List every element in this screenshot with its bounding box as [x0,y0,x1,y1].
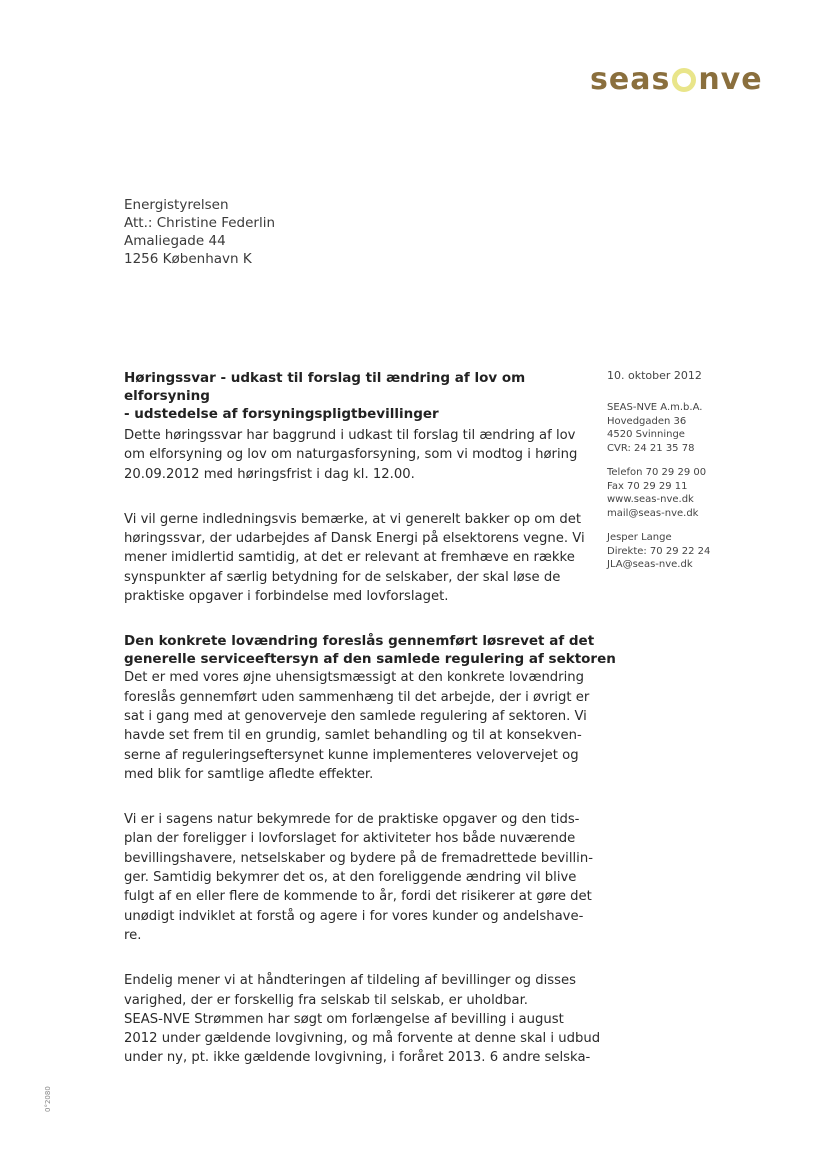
letter-date: 10. oktober 2012 [607,369,702,382]
subject-line: - udstedelse af forsyningspligtbevillinger [124,406,439,422]
text-line: 20.09.2012 med høringsfrist i dag kl. 12.00. [124,466,415,482]
text-line: sat i gang med at genoverveje den samlede regulering af sektoren. Vi [124,708,587,724]
contact-block [607,466,807,520]
text-line: bevillingshavere, netselskaber og bydere på de fremadrettede bevillin- [124,850,593,866]
person-email-link[interactable]: JLA@seas-nve.dk [607,559,693,570]
sidebar-line: CVR: 24 21 35 78 [607,442,695,454]
text-line: under ny, pt. ikke gældende lovgivning, i foråret 2013. 6 andre selska- [124,1050,591,1066]
text-line: Dette høringssvar har baggrund i udkast til forslag til ændring af lov [124,428,576,443]
sidebar-line: SEAS-NVE A.m.b.A. [607,402,703,413]
heading-line: generelle serviceeftersyn af den samlede regulering af sektoren [124,651,616,668]
text-line: serne af reguleringseftersynet kunne implementeres velovervejet og [124,747,579,763]
paragraph-concern [124,668,604,784]
text-line: høringssvar, der udarbejdes af Dansk Energi på elsektorens vegne. Vi [124,531,585,547]
text-line: om elforsyning og lov om naturgasforsyning, som vi modtog i høring [124,447,578,463]
letter-body [124,426,616,1094]
text-line: Endelig mener vi at håndteringen af tildeling af bevillinger og disses [124,973,577,989]
text-line: fulgt af en eller flere de kommende to år, fordi det risikerer at gøre det [124,889,592,905]
paragraph-intro [124,426,604,484]
logo-ring-icon [672,68,696,92]
sidebar-line: Fax 70 29 29 11 [607,480,688,492]
sender-sidebar [607,401,807,583]
recipient-line: 1256 København K [124,251,252,267]
text-line: mener imidlertid samtidig, at det er relevant at fremhæve en række [124,550,575,566]
section-heading [124,632,616,668]
text-line: Vi vil gerne indledningsvis bemærke, at vi generelt bakker op om det [124,511,582,527]
subject-line: Høringssvar - udkast til forslag til ændring af lov om elforsyning [124,370,526,404]
logo-text-right: nve [698,62,763,97]
email-link[interactable]: mail@seas-nve.dk [607,507,699,519]
text-line: havde set frem til en grundig, samlet behandling og til at konsekven- [124,728,582,744]
company-block [607,401,807,455]
recipient-line: Amaliegade 44 [124,233,226,249]
text-line: praktiske opgaver i forbindelse med lovforslaget. [124,589,449,605]
text-line: Vi er i sagens natur bekymrede for de praktiske opgaver og den tids- [124,812,580,828]
sidebar-line: Hovedgaden 36 [607,415,687,427]
text-line: med blik for samtlige afledte effekter. [124,766,374,782]
paragraph-support [124,510,604,606]
paragraph-timeline [124,810,604,945]
letter-subject [124,369,599,423]
recipient-line: Att.: Christine Federlin [124,215,276,231]
paragraph-licenses [124,971,604,1067]
recipient-address [124,196,275,268]
text-line: re. [124,927,142,943]
text-line: SEAS-NVE Strømmen har søgt om forlængelse af bevilling i august [124,1011,564,1027]
recipient-line: Energistyrelsen [124,197,229,213]
sidebar-line: Jesper Lange [607,532,672,543]
person-block [607,531,807,572]
text-line: ger. Samtidig bekymrer det os, at den foreliggende ændring vil blive [124,870,577,886]
sidebar-line: 4520 Svinninge [607,429,685,440]
form-code: 0°2080 [44,1086,52,1112]
website-link[interactable]: www.seas-nve.dk [607,494,694,505]
text-line: foreslås gennemført uden sammenhæng til det arbejde, der i øvrigt er [124,689,590,705]
text-line: varighed, der er forskellig fra selskab til selskab, er uholdbar. [124,992,528,1008]
text-line: unødigt indviklet at forstå og agere i for vores kunder og andelshave- [124,908,584,924]
sidebar-line: Direkte: 70 29 22 24 [607,545,711,557]
heading-line: Den konkrete lovændring foreslås gennemført løsrevet af det [124,633,595,650]
seas-nve-logo [590,62,763,97]
text-line: Det er med vores øjne uhensigtsmæssigt at den konkrete lovændring [124,670,584,686]
logo-text-left: seas [590,62,671,97]
text-line: plan der foreligger i lovforslaget for aktiviteter hos både nuværende [124,831,576,847]
text-line: 2012 under gældende lovgivning, og må forvente at denne skal i udbud [124,1031,601,1047]
text-line: synspunkter af særlig betydning for de selskaber, der skal løse de [124,569,561,585]
sidebar-line: Telefon 70 29 29 00 [607,467,707,478]
